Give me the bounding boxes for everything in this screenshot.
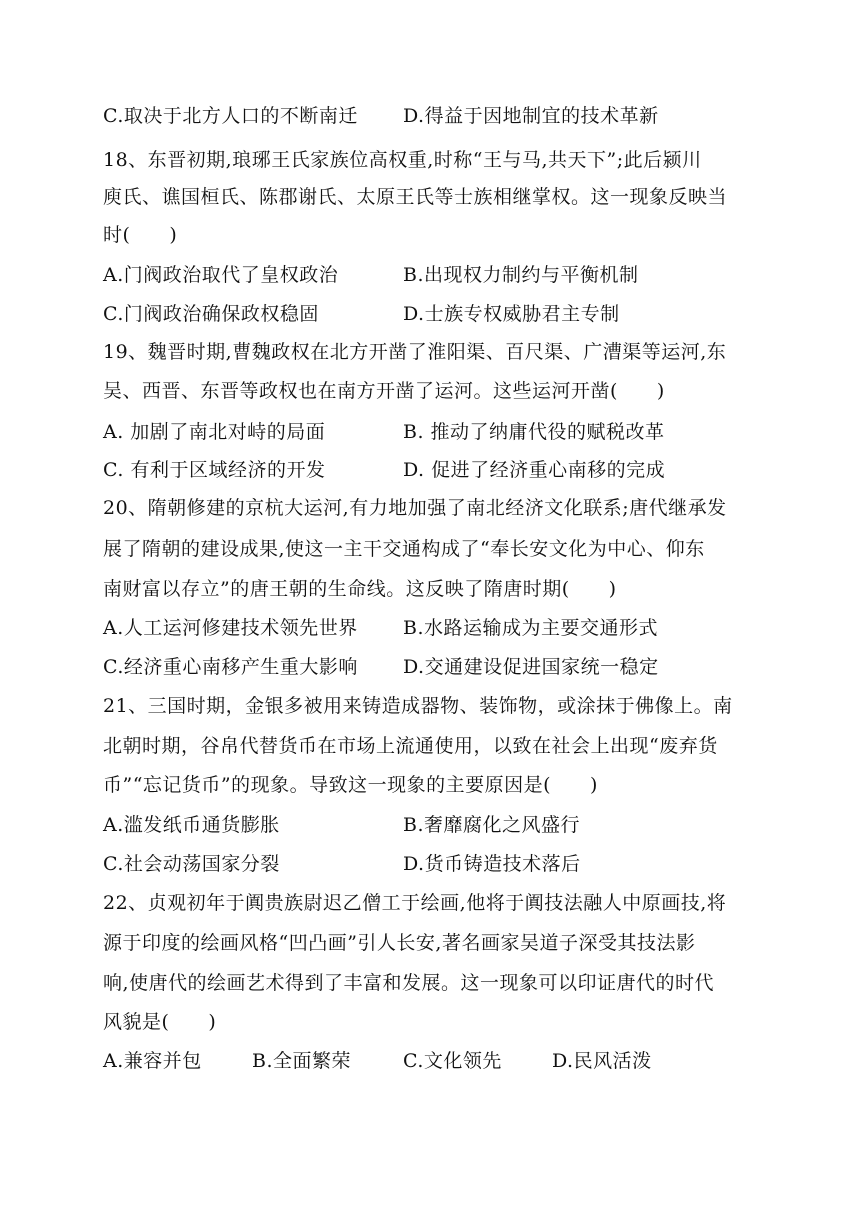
q21-option-b: B.奢靡腐化之风盛行 bbox=[403, 814, 581, 836]
q22-stem-line-2: 源于印度的绘画风格“凹凸画”引人长安,著名画家吴道子深受其技法影 bbox=[103, 932, 696, 954]
q18-stem-line-1: 18、东晋初期,琅琊王氏家族位高权重,时称“王与马,共天下”;此后颍川 bbox=[103, 149, 702, 171]
q21-option-a: A.滥发纸币通货膨胀 bbox=[103, 814, 280, 836]
q19-option-a: A. 加剧了南北对峙的局面 bbox=[103, 421, 326, 443]
q18-option-d: D.士族专权威胁君主专制 bbox=[403, 303, 620, 325]
q18-stem-line-2: 庾氏、谯国桓氏、陈郡谢氏、太原王氏等士族相继掌权。这一现象反映当 bbox=[103, 186, 728, 208]
q19-option-c: C. 有利于区域经济的开发 bbox=[103, 459, 326, 481]
q21-option-c: C.社会动荡国家分裂 bbox=[103, 853, 280, 875]
q20-stem-line-1: 20、隋朝修建的京杭大运河,有力地加强了南北经济文化联系;唐代继承发 bbox=[103, 497, 727, 519]
q22-option-a: A.兼容并包 bbox=[103, 1050, 202, 1072]
q21-stem-line-3: 币”“忘记货币”的现象。导致这一现象的主要原因是( ) bbox=[103, 774, 598, 796]
q20-stem-line-2: 展了隋朝的建设成果,使这一主干交通构成了“奉长安文化为中心、仰东 bbox=[103, 538, 705, 560]
q17-option-d: D.得益于因地制宜的技术革新 bbox=[403, 105, 659, 127]
q20-stem-line-3: 南财富以存立”的唐王朝的生命线。这反映了隋唐时期( ) bbox=[103, 578, 617, 600]
q22-option-b: B.全面繁荣 bbox=[252, 1050, 352, 1072]
q19-option-b: B. 推动了纳庸代役的赋税改革 bbox=[403, 421, 665, 443]
q18-option-a: A.门阀政治取代了皇权政治 bbox=[103, 264, 339, 286]
q21-stem-line-2: 北朝时期，谷帛代替货币在市场上流通使用，以致在社会上出现“废弃货 bbox=[103, 735, 718, 757]
q22-stem-line-1: 22、贞观初年于阗贵族尉迟乙僧工于绘画,他将于阗技法融人中原画技,将 bbox=[103, 892, 727, 914]
q20-option-c: C.经济重心南移产生重大影响 bbox=[103, 656, 358, 678]
q20-option-b: B.水路运输成为主要交通形式 bbox=[403, 617, 659, 639]
q22-option-c: C.文化领先 bbox=[403, 1050, 502, 1072]
q21-option-d: D.货币铸造技术落后 bbox=[403, 853, 581, 875]
q19-option-d: D. 促进了经济重心南移的完成 bbox=[403, 459, 666, 481]
q20-option-d: D.交通建设促进国家统一稳定 bbox=[403, 656, 659, 678]
q19-stem-line-1: 19、魏晋时期,曹魏政权在北方开凿了淮阳渠、百尺渠、广漕渠等运河,东 bbox=[103, 341, 727, 363]
q18-option-b: B.出现权力制约与平衡机制 bbox=[403, 264, 639, 286]
q21-stem-line-1: 21、三国时期，金银多被用来铸造成器物、装饰物，或涂抹于佛像上。南 bbox=[103, 695, 733, 717]
q20-option-a: A.人工运河修建技术领先世界 bbox=[103, 617, 358, 639]
q22-stem-line-3: 响,使唐代的绘画艺术得到了丰富和发展。这一现象可以印证唐代的时代 bbox=[103, 972, 715, 994]
q19-stem-line-2: 吴、西晋、东晋等政权也在南方开凿了运河。这些运河开凿( ) bbox=[103, 380, 665, 402]
q18-option-c: C.门阀政治确保政权稳固 bbox=[103, 303, 319, 325]
q22-stem-line-4: 风貌是( ) bbox=[103, 1011, 217, 1033]
q17-option-c: C.取决于北方人口的不断南迁 bbox=[103, 105, 358, 127]
q22-option-d: D.民风活泼 bbox=[552, 1050, 652, 1072]
q18-stem-line-3: 时( ) bbox=[103, 224, 178, 246]
